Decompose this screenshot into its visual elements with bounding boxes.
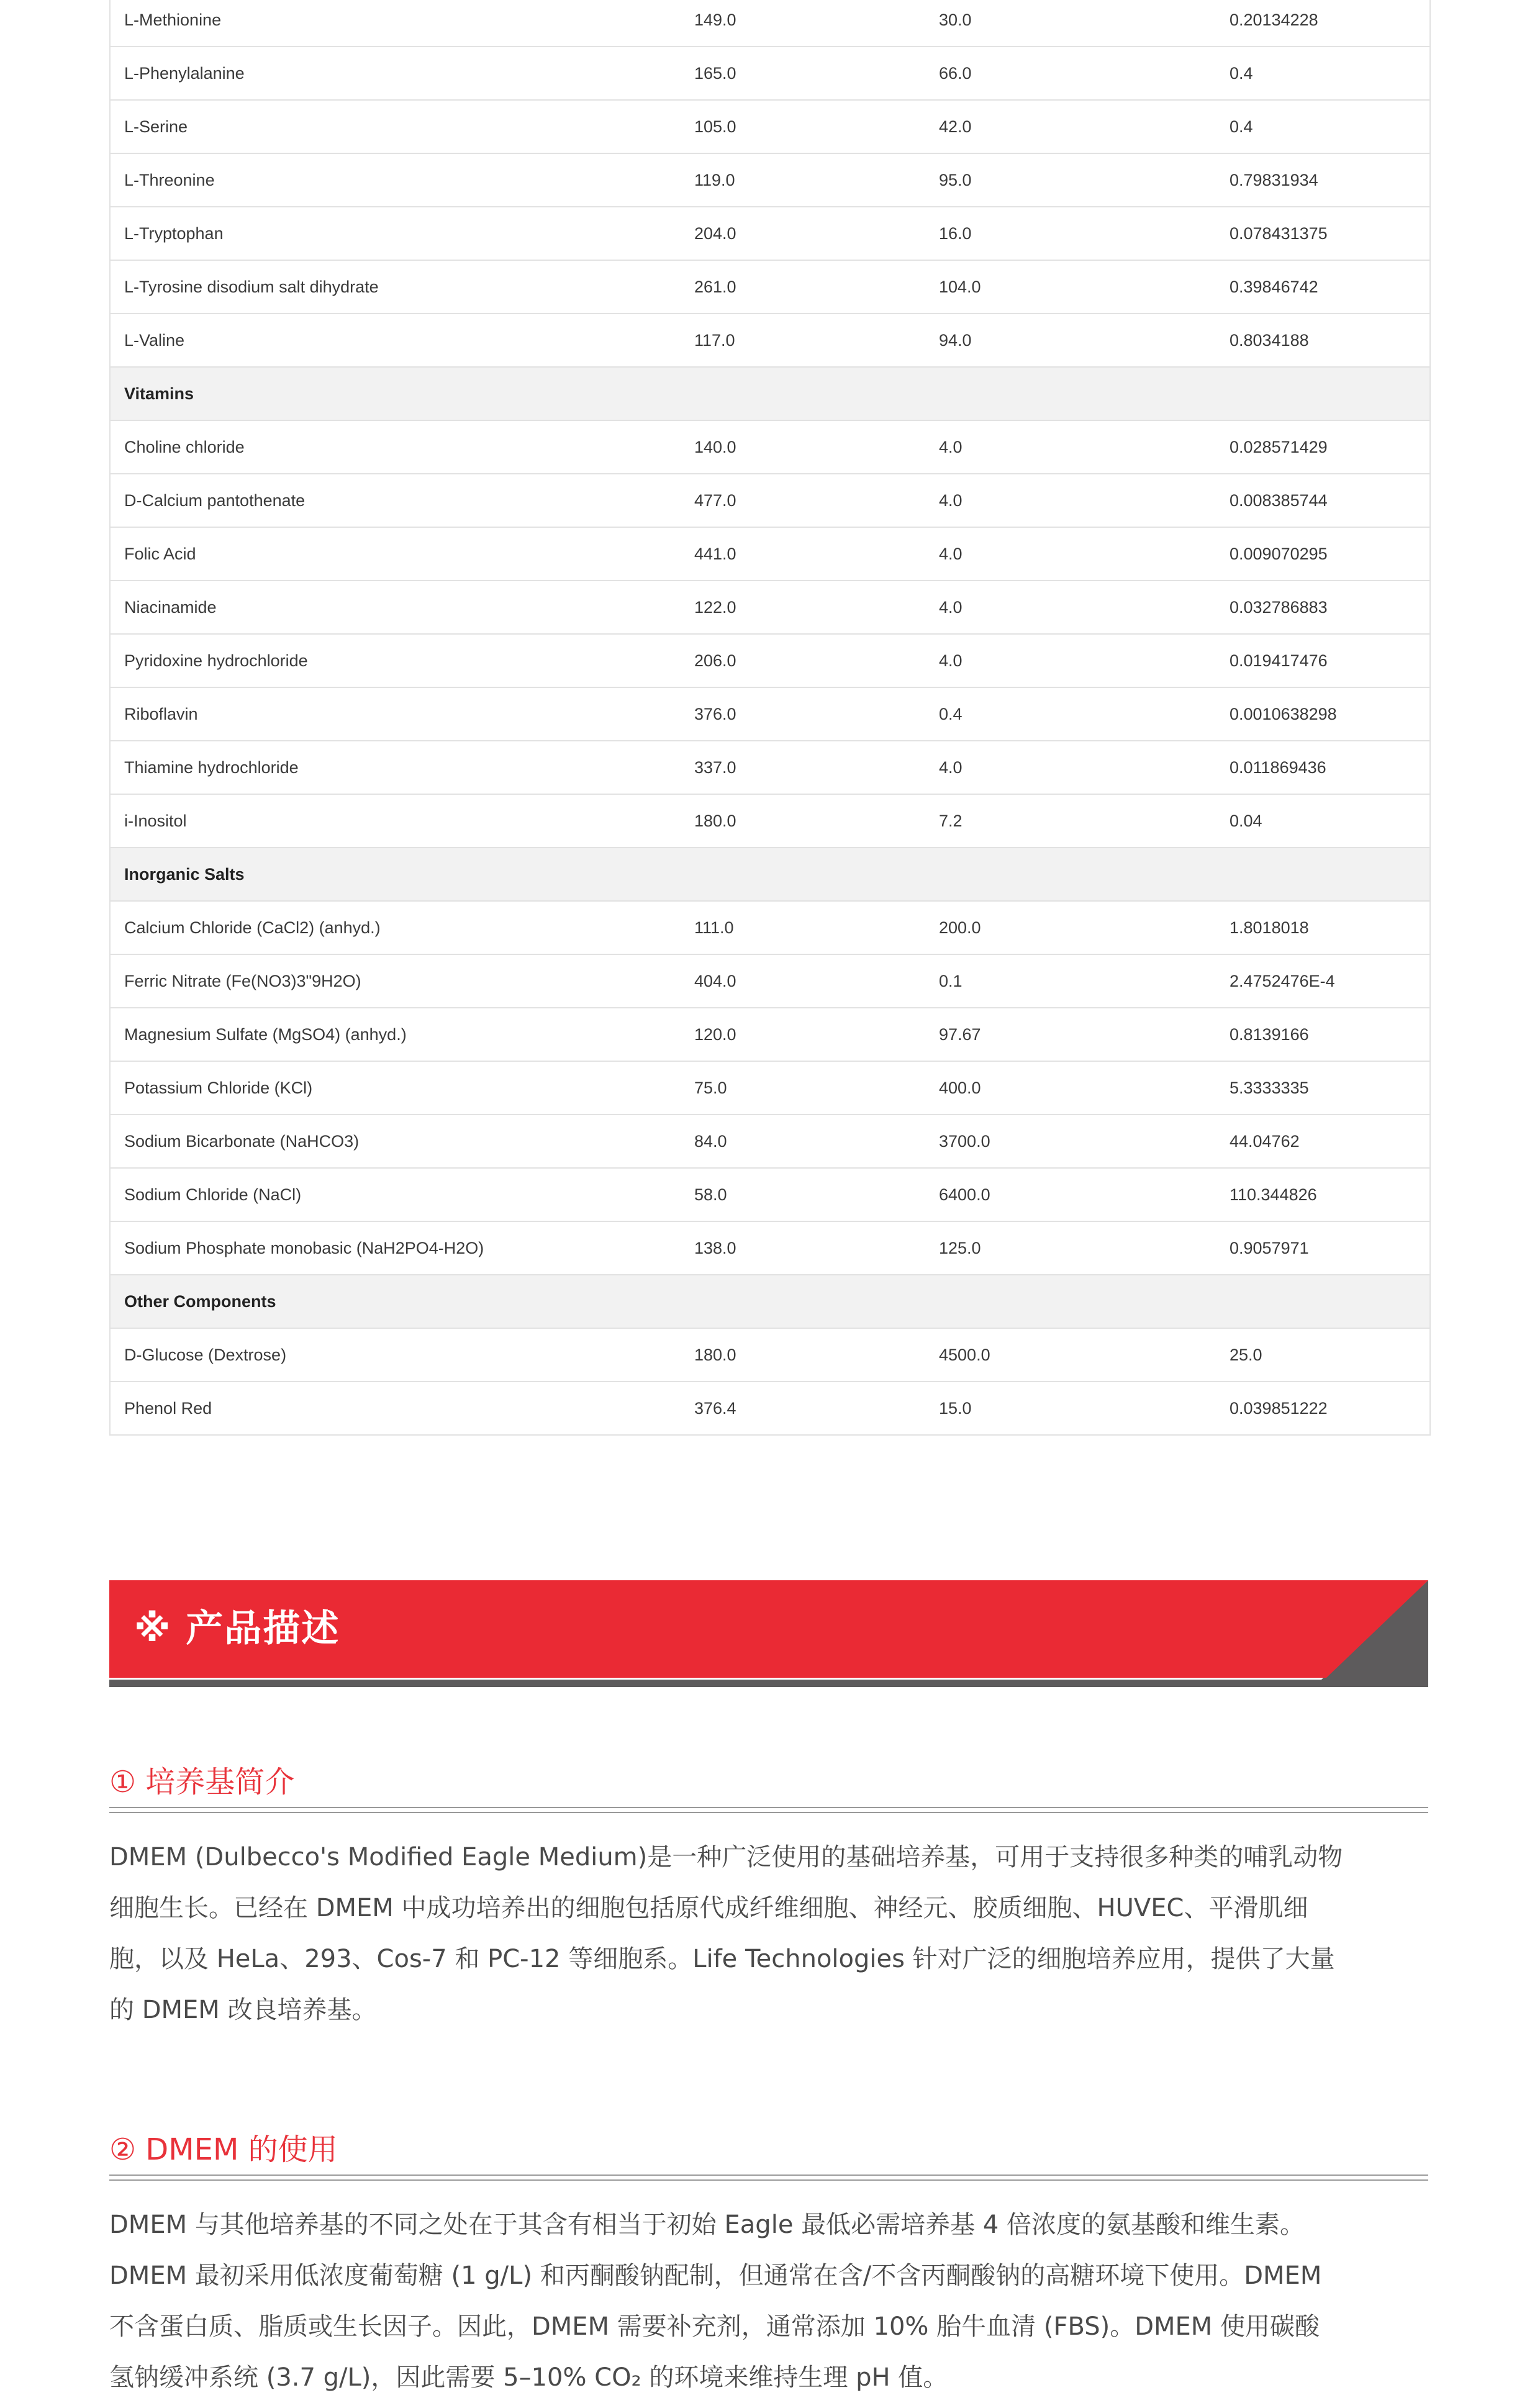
component-name-cell: L-Serine — [111, 100, 694, 153]
molecular-weight-cell: 376.4 — [694, 1382, 939, 1435]
molarity-mm-cell: 5.3333335 — [1230, 1061, 1429, 1115]
component-name-cell: Folic Acid — [111, 527, 694, 581]
paragraph-line: 不含蛋白质、脂质或生长因子。因此，DMEM 需要补充剂，通常添加 10% 胎牛血清 (FBS)。DMEM 使用碳酸 — [109, 2312, 1320, 2341]
component-name-cell: Niacinamide — [111, 581, 694, 634]
table-row — [111, 1168, 1429, 1221]
molecular-weight-cell: 84.0 — [694, 1115, 939, 1168]
table-row — [111, 314, 1429, 367]
molarity-mm-cell: 0.009070295 — [1230, 527, 1429, 581]
molecular-weight-cell: 165.0 — [694, 47, 939, 100]
molecular-weight-cell: 180.0 — [694, 794, 939, 848]
molarity-mm-cell: 0.4 — [1230, 100, 1429, 153]
concentration-mg-cell: 16.0 — [939, 207, 1230, 260]
component-name-cell: L-Tyrosine disodium salt dihydrate — [111, 260, 694, 314]
concentration-mg-cell: 104.0 — [939, 260, 1230, 314]
composition-table-body — [111, 0, 1429, 1435]
concentration-mg-cell: 30.0 — [939, 0, 1230, 47]
concentration-mg-cell: 4500.0 — [939, 1328, 1230, 1382]
component-name-cell: D-Calcium pantothenate — [111, 474, 694, 527]
molarity-mm-cell: 110.344826 — [1230, 1168, 1429, 1221]
table-row — [111, 0, 1429, 47]
concentration-mg-cell: 7.2 — [939, 794, 1230, 848]
molecular-weight-cell: 206.0 — [694, 634, 939, 687]
table-row — [111, 527, 1429, 581]
table-row — [111, 954, 1429, 1008]
table-row — [111, 1382, 1429, 1435]
molarity-mm-cell: 0.8139166 — [1230, 1008, 1429, 1061]
table-row — [111, 634, 1429, 687]
table-row — [111, 474, 1429, 527]
table-row — [111, 1328, 1429, 1382]
concentration-mg-cell: 4.0 — [939, 474, 1230, 527]
table-row — [111, 794, 1429, 848]
molarity-mm-cell: 0.039851222 — [1230, 1382, 1429, 1435]
concentration-mg-cell: 15.0 — [939, 1382, 1230, 1435]
molarity-mm-cell: 0.011869436 — [1230, 741, 1429, 794]
table-row — [111, 901, 1429, 954]
table-row — [111, 100, 1429, 153]
molecular-weight-cell: 337.0 — [694, 741, 939, 794]
molecular-weight-cell: 58.0 — [694, 1168, 939, 1221]
molarity-mm-cell: 25.0 — [1230, 1328, 1429, 1382]
concentration-mg-cell: 4.0 — [939, 581, 1230, 634]
concentration-mg-cell: 94.0 — [939, 314, 1230, 367]
molarity-mm-cell: 0.078431375 — [1230, 207, 1429, 260]
molarity-mm-cell: 2.4752476E-4 — [1230, 954, 1429, 1008]
molecular-weight-cell: 477.0 — [694, 474, 939, 527]
molarity-mm-cell: 1.8018018 — [1230, 901, 1429, 954]
table-row — [111, 47, 1429, 100]
table-row — [111, 687, 1429, 741]
molecular-weight-cell: 261.0 — [694, 260, 939, 314]
section-heading-medium-intro: ① 培养基简介 — [109, 1765, 295, 1799]
component-name-cell: Choline chloride — [111, 420, 694, 474]
concentration-mg-cell: 0.4 — [939, 687, 1230, 741]
molecular-weight-cell: 120.0 — [694, 1008, 939, 1061]
molecular-weight-cell: 149.0 — [694, 0, 939, 47]
concentration-mg-cell: 400.0 — [939, 1061, 1230, 1115]
paragraph-line: DMEM 最初采用低浓度葡萄糖 (1 g/L) 和丙酮酸钠配制，但通常在含/不含丙酮酸钠的高糖环境下使用。DMEM — [109, 2261, 1322, 2290]
molarity-mm-cell: 0.019417476 — [1230, 634, 1429, 687]
molarity-mm-cell: 0.0010638298 — [1230, 687, 1429, 741]
molecular-weight-cell: 138.0 — [694, 1221, 939, 1275]
component-name-cell: i-Inositol — [111, 794, 694, 848]
concentration-mg-cell: 66.0 — [939, 47, 1230, 100]
molecular-weight-cell: 404.0 — [694, 954, 939, 1008]
component-name-cell: Riboflavin — [111, 687, 694, 741]
table-row — [111, 260, 1429, 314]
concentration-mg-cell: 42.0 — [939, 100, 1230, 153]
molarity-mm-cell: 0.4 — [1230, 47, 1429, 100]
molecular-weight-cell: 122.0 — [694, 581, 939, 634]
molarity-mm-cell: 0.032786883 — [1230, 581, 1429, 634]
paragraph-line: 的 DMEM 改良培养基。 — [109, 1996, 377, 2024]
molecular-weight-cell: 117.0 — [694, 314, 939, 367]
dmem-usage-paragraph — [109, 2199, 1428, 2403]
paragraph-line: DMEM (Dulbecco's Modified Eagle Medium)是一种广泛使用的基础培养基，可用于支持很多种类的哺乳动物 — [109, 1843, 1343, 1871]
concentration-mg-cell: 200.0 — [939, 901, 1230, 954]
concentration-mg-cell: 4.0 — [939, 741, 1230, 794]
molarity-mm-cell: 0.20134228 — [1230, 0, 1429, 47]
paragraph-line: 胞，以及 HeLa、293、Cos-7 和 PC-12 等细胞系。Life Technologies 针对广泛的细胞培养应用，提供了大量 — [109, 1945, 1335, 1973]
component-name-cell: Thiamine hydrochloride — [111, 741, 694, 794]
molarity-mm-cell: 0.04 — [1230, 794, 1429, 848]
table-row — [111, 1061, 1429, 1115]
concentration-mg-cell: 97.67 — [939, 1008, 1230, 1061]
table-section-header — [111, 848, 1429, 901]
component-name-cell: L-Tryptophan — [111, 207, 694, 260]
concentration-mg-cell: 0.1 — [939, 954, 1230, 1008]
molecular-weight-cell: 111.0 — [694, 901, 939, 954]
component-name-cell: Sodium Bicarbonate (NaHCO3) — [111, 1115, 694, 1168]
paragraph-line: 细胞生长。已经在 DMEM 中成功培养出的细胞包括原代成纤维细胞、神经元、胶质细胞、HUVEC、平滑肌细 — [109, 1894, 1308, 1922]
section-rule — [109, 1807, 1428, 1813]
table-row — [111, 1221, 1429, 1275]
molecular-weight-cell: 376.0 — [694, 687, 939, 741]
table-row — [111, 581, 1429, 634]
molarity-mm-cell: 0.79831934 — [1230, 153, 1429, 207]
molecular-weight-cell: 75.0 — [694, 1061, 939, 1115]
molecular-weight-cell: 204.0 — [694, 207, 939, 260]
concentration-mg-cell: 4.0 — [939, 634, 1230, 687]
component-name-cell: Phenol Red — [111, 1382, 694, 1435]
component-name-cell: L-Threonine — [111, 153, 694, 207]
component-name-cell: L-Valine — [111, 314, 694, 367]
section-label: Vitamins — [111, 367, 1429, 420]
table-row — [111, 153, 1429, 207]
molarity-mm-cell: 44.04762 — [1230, 1115, 1429, 1168]
concentration-mg-cell: 95.0 — [939, 153, 1230, 207]
molarity-mm-cell: 0.028571429 — [1230, 420, 1429, 474]
component-name-cell: D-Glucose (Dextrose) — [111, 1328, 694, 1382]
section-label: Inorganic Salts — [111, 848, 1429, 901]
section-heading-dmem-usage: ② DMEM 的使用 — [109, 2132, 338, 2167]
medium-intro-paragraph — [109, 1832, 1428, 2035]
concentration-mg-cell: 125.0 — [939, 1221, 1230, 1275]
table-section-header — [111, 367, 1429, 420]
composition-table — [111, 0, 1429, 1436]
component-name-cell: Calcium Chloride (CaCl2) (anhyd.) — [111, 901, 694, 954]
molecular-weight-cell: 119.0 — [694, 153, 939, 207]
molecular-weight-cell: 180.0 — [694, 1328, 939, 1382]
concentration-mg-cell: 4.0 — [939, 527, 1230, 581]
concentration-mg-cell: 3700.0 — [939, 1115, 1230, 1168]
component-name-cell: L-Phenylalanine — [111, 47, 694, 100]
component-name-cell: Sodium Chloride (NaCl) — [111, 1168, 694, 1221]
table-row — [111, 1115, 1429, 1168]
component-name-cell: Magnesium Sulfate (MgSO4) (anhyd.) — [111, 1008, 694, 1061]
molecular-weight-cell: 441.0 — [694, 527, 939, 581]
composition-table-wrapper — [109, 0, 1431, 1436]
molarity-mm-cell: 0.9057971 — [1230, 1221, 1429, 1275]
banner-title: ※ 产品描述 — [134, 1607, 340, 1650]
molarity-mm-cell: 0.39846742 — [1230, 260, 1429, 314]
component-name-cell: Potassium Chloride (KCl) — [111, 1061, 694, 1115]
section-label: Other Components — [111, 1275, 1429, 1328]
concentration-mg-cell: 6400.0 — [939, 1168, 1230, 1221]
table-row — [111, 741, 1429, 794]
component-name-cell: L-Methionine — [111, 0, 694, 47]
table-section-header — [111, 1275, 1429, 1328]
table-row — [111, 420, 1429, 474]
paragraph-line: 氢钠缓冲系统 (3.7 g/L)，因此需要 5–10% CO₂ 的环境来维持生理 pH 值。 — [109, 2363, 948, 2392]
table-row — [111, 1008, 1429, 1061]
molecular-weight-cell: 140.0 — [694, 420, 939, 474]
product-description-banner — [109, 1580, 1428, 1687]
section-rule — [109, 2174, 1428, 2181]
table-row — [111, 207, 1429, 260]
component-name-cell: Sodium Phosphate monobasic (NaH2PO4-H2O) — [111, 1221, 694, 1275]
molarity-mm-cell: 0.008385744 — [1230, 474, 1429, 527]
molecular-weight-cell: 105.0 — [694, 100, 939, 153]
component-name-cell: Ferric Nitrate (Fe(NO3)3"9H2O) — [111, 954, 694, 1008]
paragraph-line: DMEM 与其他培养基的不同之处在于其含有相当于初始 Eagle 最低必需培养基 4 倍浓度的氨基酸和维生素。 — [109, 2211, 1305, 2239]
concentration-mg-cell: 4.0 — [939, 420, 1230, 474]
molarity-mm-cell: 0.8034188 — [1230, 314, 1429, 367]
component-name-cell: Pyridoxine hydrochloride — [111, 634, 694, 687]
